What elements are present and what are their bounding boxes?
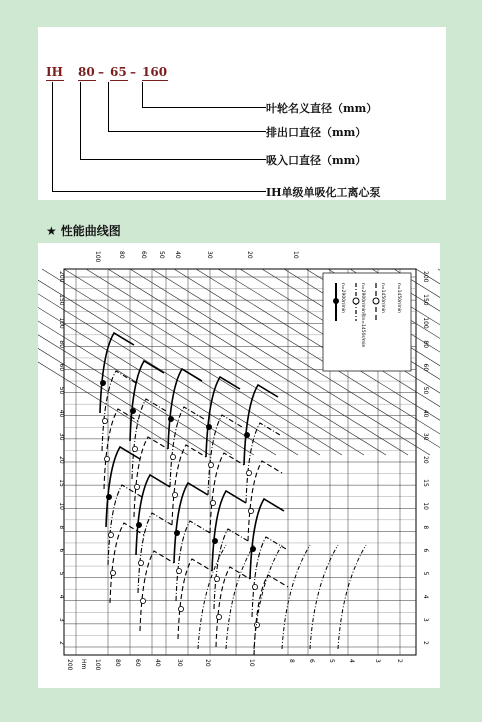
underline-inlet [78,80,96,81]
y-left-tick-label: 80 [58,340,65,349]
leader-prefix-h [52,191,266,192]
y-left-tick-label: 200 [58,271,65,283]
pump-curve-low [226,545,254,649]
pump-curve [212,491,246,571]
x-top-tick-label: 30 [206,251,213,259]
y-right-tick-label: 60 [422,363,429,372]
pump-curve [134,437,168,517]
pump-curve [248,461,282,541]
y-left-tick-label: 30 [58,432,65,441]
diagonal-line [38,269,276,455]
curve-marker [136,522,141,527]
curve-marker [100,380,105,385]
y-left-tick-label: 100 [58,317,65,329]
pump-curve [210,453,244,533]
legend-layer [323,273,411,371]
y-right-tick-label: 200 [422,271,429,283]
y-left-tick-label: 40 [58,409,65,418]
x-top-tick-label: 40 [174,251,181,259]
x-bottom-tick-label: 60 [134,659,141,667]
pump-curve [206,377,240,457]
leader-outlet-h [108,131,266,132]
pump-curve [254,575,288,655]
x-top-tick-label: 100 [94,251,101,263]
x-bottom-tick-label: 80 [114,659,121,667]
x-top-tick-label: 10 [292,251,299,259]
leader-outlet-v [108,82,109,132]
curve-marker [108,532,113,537]
y-left-tick-label: 20 [58,456,65,464]
diagonal-line [42,269,342,455]
legend-label-1: n=2900r/min [340,283,345,313]
performance-curve-diagram [38,243,440,688]
star-icon: ★ [46,224,57,238]
pump-curve [138,513,172,593]
y-right-tick-label: 10 [422,502,429,510]
y-right-tick-label: 2 [422,641,429,645]
pump-curve [246,423,280,503]
leader-prefix-v [52,82,53,192]
leader-inlet-v [80,82,81,160]
pump-curve [250,499,284,579]
performance-curve-panel [38,243,440,688]
y-left-unit-label: Hm [80,659,87,670]
curve-marker [110,570,115,575]
x-bottom-tick-label: 10 [248,659,255,667]
y-right-tick-label: 100 [422,317,429,329]
x-top-tick-label: 20 [246,251,253,259]
underline-impeller [142,80,168,81]
y-left-tick-label: 5 [58,571,65,576]
legend-label-3: n=1450r/min [380,283,385,313]
legend-dot-1 [333,298,339,304]
label-inlet-diameter: 吸入口直径（mm） [266,154,367,167]
curve-marker [170,454,175,459]
model-code-prefix: IH [46,65,63,79]
pump-curve [208,415,242,495]
y-left-tick-label: 2 [58,641,65,645]
pump-curve [140,551,174,631]
curve-marker [206,424,211,429]
model-code-sep2: – [130,65,136,79]
x-bottom-tick-label: 4 [348,659,355,663]
x-top-tick-label: 50 [158,251,165,259]
diagonal-line [38,269,320,455]
x-top-tick-label: 80 [118,251,125,259]
y-left-tick-label: 6 [58,548,65,553]
y-right-tick-label: 20 [422,456,429,464]
curve-marker [246,470,251,475]
underline-prefix [46,80,64,81]
y-right-tick-label: 40 [422,409,429,418]
curve-marker [176,568,181,573]
label-pump-type: IH单级单吸化工离心泵 [266,186,381,199]
pump-curve [178,559,212,639]
y-left-tick-label: 8 [58,525,65,530]
y-right-tick-label: 8 [422,525,429,530]
pump-curves-layer [100,333,366,655]
x-bottom-tick-label: 2 [396,659,403,663]
model-code-sep1: – [98,65,104,79]
diagonal-line [64,269,364,455]
underline-outlet [110,80,128,81]
x-bottom-tick-label: 20 [204,659,211,667]
y-right-tick-label: 150 [422,294,429,306]
model-meaning-panel [38,27,446,200]
pump-curve [216,567,250,647]
curve-marker [214,576,219,581]
model-code-outlet: 65 [110,65,127,79]
diagonal-line [38,269,232,455]
pump-curve-low [282,545,310,649]
x-bottom-tick-label: 3 [374,659,381,663]
curve-marker [174,530,179,535]
pump-curve [214,529,248,609]
curve-marker [106,494,111,499]
label-impeller-diameter: 叶轮名义直径（mm） [266,102,378,115]
performance-curve-title: 性能曲线图 [60,224,121,238]
legend-note: n=1450r/min [396,283,401,313]
curve-marker [248,508,253,513]
model-code-inlet: 80 [78,65,95,79]
y-right-tick-label: 3 [422,617,429,622]
diagonal-line [38,269,298,455]
curve-marker [210,500,215,505]
performance-curve-heading [46,222,121,239]
pump-curve-low [338,545,366,649]
x-bottom-tick-label: 6 [308,659,315,663]
leader-impeller-h [142,107,266,108]
model-code-impeller: 160 [142,65,168,79]
y-right-tick-label: 4 [422,594,429,599]
x-bottom-tick-label: 30 [176,659,183,667]
curve-marker [178,606,183,611]
x-bottom-tick-label: 40 [154,659,161,667]
curve-marker [252,584,257,589]
y-left-tick-label: 4 [58,594,65,599]
curve-marker [254,622,259,627]
y-left-tick-label: 10 [58,502,65,510]
y-left-tick-label: 3 [58,617,65,622]
curve-marker [208,462,213,467]
x-bottom-tick-label: 200 [66,659,73,671]
y-right-tick-label: 6 [422,548,429,553]
legend-dot-2 [353,298,359,304]
curve-marker [130,408,135,413]
curve-marker [172,492,177,497]
pump-curve [174,483,208,563]
curve-marker [134,484,139,489]
y-right-tick-label: 80 [422,340,429,349]
x-bottom-tick-label: 100 [94,659,101,671]
x-bottom-tick-label: 8 [288,659,295,663]
pump-curve [176,521,210,601]
curve-marker [212,538,217,543]
curve-marker [138,560,143,565]
leader-impeller-v [142,82,143,108]
y-right-tick-label: 15 [422,479,429,487]
curve-marker [140,598,145,603]
x-bottom-tick-label: 5 [328,659,335,663]
y-left-tick-label: 50 [58,386,65,395]
curve-marker [132,446,137,451]
pump-curve-low [310,545,338,649]
curve-marker [216,614,221,619]
pump-curve-low [254,545,282,649]
curve-marker [102,418,107,423]
y-right-tick-label: 5 [422,571,429,576]
curve-marker [244,432,249,437]
y-left-tick-label: 15 [58,479,65,487]
pump-curve [252,537,286,617]
x-top-tick-label: 60 [140,251,147,259]
y-left-tick-label: 60 [58,363,65,372]
curve-marker [104,456,109,461]
legend-label-2: n=2900r/min和n=1450r/min [360,283,365,348]
y-right-tick-label: 50 [422,386,429,395]
y-right-tick-label: 30 [422,432,429,441]
legend-dot-3 [373,298,379,304]
pump-curve [100,333,134,413]
leader-inlet-h [80,159,266,160]
curve-marker [168,416,173,421]
label-outlet-diameter: 排出口直径（mm） [266,126,367,139]
pump-curve [130,361,164,441]
y-left-tick-label: 150 [58,294,65,306]
